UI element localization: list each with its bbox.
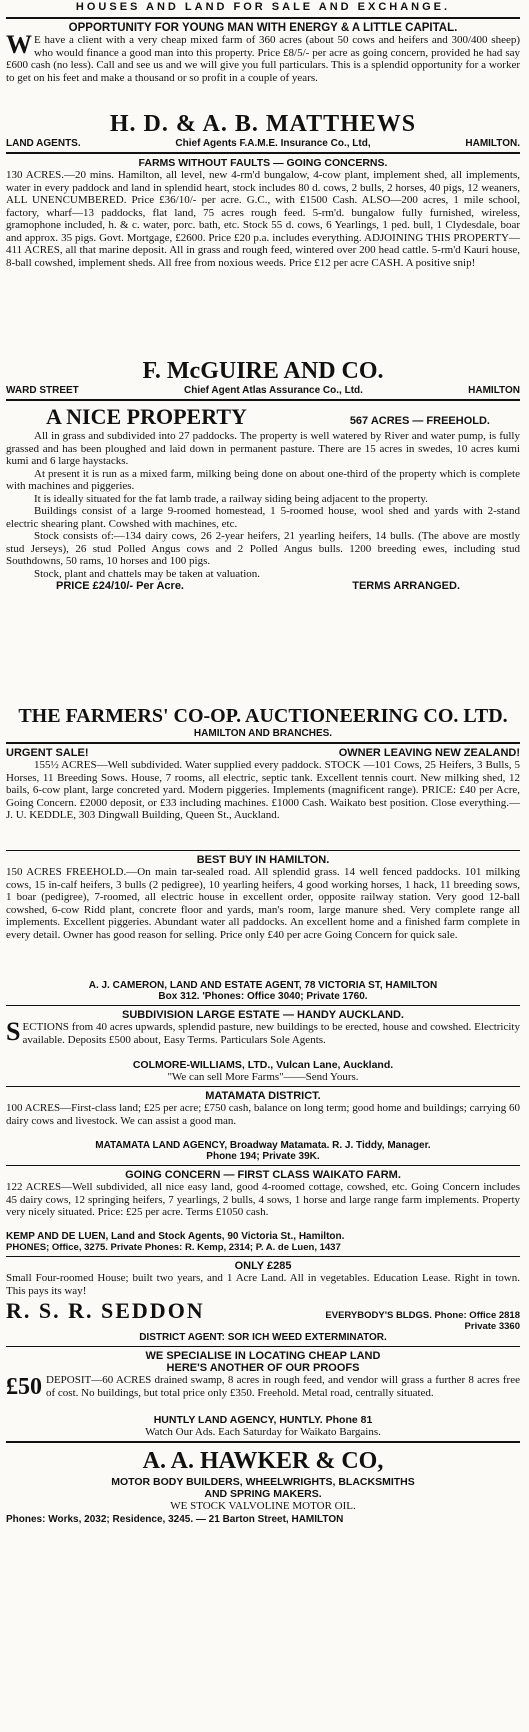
firm-row bbox=[6, 1298, 520, 1332]
ad-body: 155½ ACRES—Well subdivided. Water supplied every paddock. STOCK —101 Cows, 25 Heifers, 3 Bulls, 5 Horses, 11 Breeding Sows. House, 7 rooms, all electric, septic tank. Excellent tennis court. New milking shed, 12 bails, 6-cow plant, large concreted yard. Modern piggeries. Implements (magnificent range). PRICE: £40 per Acre, Going Concern. £2000 deposit, or £33 including machines. £1000 Cash. Waikato best position. Close everything.—J. U. KEDDLE, 303 Dingwall Building, Queen St., Auckland. bbox=[6, 759, 520, 821]
ad-body: 100 ACRES—First-class land; £25 per acre; £750 cash, balance on long term; good home and buildings; carrying 60 dairy cows and livestock. We can assist a good man. bbox=[6, 1102, 520, 1127]
divider bbox=[6, 399, 520, 401]
paragraph: All in grass and subdivided into 27 paddocks. The property is well watered by River and water pump, is fully grassed and has been ploughed and laid down in permanent pasture. There are 15 acres in swedes, 10 acres kumi kumi and 6 large haystacks. bbox=[6, 430, 520, 467]
oil-line: WE STOCK VALVOLINE MOTOR OIL. bbox=[170, 1500, 356, 1512]
firm-address: EVERYBODY'S BLDGS. Phone: Office 2818 Private 3360 bbox=[325, 1310, 520, 1332]
ad-headline: FARMS WITHOUT FAULTS — GOING CONCERNS. bbox=[138, 157, 388, 169]
ad-headline: SUBDIVISION LARGE ESTATE — HANDY AUCKLAND. bbox=[122, 1009, 404, 1021]
firm-name: R. S. R. SEDDON bbox=[6, 1298, 205, 1323]
divider bbox=[6, 1346, 520, 1347]
contact-line: Box 312. 'Phones: Office 3040; Private 1760. bbox=[158, 991, 368, 1002]
big-price: £50 bbox=[6, 1374, 42, 1400]
firm-left: WARD STREET bbox=[6, 385, 79, 396]
terms: TERMS ARRANGED. bbox=[352, 580, 460, 592]
ad-headline: BEST BUY IN HAMILTON. bbox=[196, 854, 330, 866]
ad-headline: MATAMATA DISTRICT. bbox=[205, 1090, 321, 1102]
divider bbox=[6, 850, 520, 851]
ad-mcguire bbox=[6, 157, 520, 396]
ad-huntly bbox=[6, 1350, 520, 1438]
district-agent: DISTRICT AGENT: SOR ICH WEED EXTERMINATOR. bbox=[139, 1332, 387, 1343]
ad-colmore-williams bbox=[6, 1009, 520, 1083]
trade-line: MOTOR BODY BUILDERS, WHEELWRIGHTS, BLACKSMITHS bbox=[111, 1476, 415, 1488]
ad-body: £50 DEPOSIT—60 ACRES drained swamp, 8 acres in rough feed, and vendor will grass a further 8 acres free of cost. No buildings, but total price only £350. Freehold. Metal road, centrally situated. bbox=[6, 1374, 520, 1400]
ad-subheadline: HERE'S ANOTHER OF OUR PROOFS bbox=[166, 1362, 360, 1374]
ad-headline-row bbox=[6, 404, 520, 430]
agent-line: KEMP AND DE LUEN, Land and Stock Agents, 90 Victoria St., Hamilton. bbox=[6, 1231, 345, 1242]
ad-headline-row bbox=[6, 747, 520, 759]
page-header: HOUSES AND LAND FOR SALE AND EXCHANGE. bbox=[75, 1, 451, 13]
paragraph: Stock consists of:—134 dairy cows, 26 2-year heifers, 21 yearling heifers, 14 bulls. (The above are mostly stud Jerseys), 26 stud Polled Angus cows and 2 Polled Angus bulls. 1200 breeding ewes, including stud Southdowns, 50 rams, 10 horses and 100 pigs. bbox=[6, 530, 520, 567]
trade-line: AND SPRING MAKERS. bbox=[204, 1488, 322, 1500]
divider bbox=[6, 742, 520, 744]
paragraph: Stock, plant and chattels may be taken at valuation. bbox=[34, 567, 261, 580]
divider bbox=[6, 1441, 520, 1443]
ad-headline: OPPORTUNITY FOR YOUNG MAN WITH ENERGY & A LITTLE CAPITAL. bbox=[68, 22, 458, 34]
firm-name: H. D. & A. B. MATTHEWS bbox=[109, 111, 417, 137]
phones-line: Phones: Works, 2032; Residence, 3245. — 21 Barton Street, HAMILTON bbox=[6, 1514, 344, 1525]
ad-headline: WE SPECIALISE IN LOCATING CHEAP LAND bbox=[145, 1350, 381, 1362]
price: PRICE £24/10/- Per Acre. bbox=[56, 580, 184, 592]
firm-left: LAND AGENTS. bbox=[6, 138, 81, 149]
ad-body: Small Four-roomed House; built two years, and 1 Acre Land. All in vegetables. Education Lease. Right in town. This pays its way! bbox=[6, 1272, 520, 1297]
paragraph: Buildings consist of a large 9-roomed homestead, 1 5-roomed house, wool shed and yards with 2-stand electric shearing plant. Cowshed with machines, etc. bbox=[6, 505, 520, 530]
ad-body: SECTIONS from 40 acres upwards, splendid pasture, new buildings to be erected, house and cowshed. Electricity available. Deposits £500 about, Easy Terms. Particulars Sole Agents. bbox=[6, 1021, 520, 1046]
ad-headline: ONLY £285 bbox=[234, 1260, 292, 1272]
divider bbox=[6, 152, 520, 154]
slogan: "We can sell More Farms"——Send Yours. bbox=[167, 1071, 359, 1083]
divider bbox=[6, 1005, 520, 1006]
firm-name: A. A. HAWKER & CO, bbox=[142, 1448, 384, 1474]
divider bbox=[6, 1165, 520, 1166]
divider bbox=[6, 1086, 520, 1087]
firm-right: HAMILTON. bbox=[465, 138, 520, 149]
ad-matthews bbox=[6, 22, 520, 149]
drop-cap: W bbox=[6, 34, 32, 59]
divider bbox=[6, 17, 520, 19]
phones-line: PHONES; Office, 3275. Private Phones: R. Kemp, 2314; P. A. de Luen, 1437 bbox=[6, 1242, 341, 1253]
firm-name: COLMORE-WILLIAMS, LTD., Vulcan Lane, Auckland. bbox=[132, 1059, 394, 1071]
ad-body bbox=[6, 430, 520, 704]
firm-middle: Chief Agents F.A.M.E. Insurance Co., Ltd, bbox=[175, 138, 371, 149]
phone-line: Phone 194; Private 39K. bbox=[206, 1151, 320, 1162]
ad-headline-right: OWNER LEAVING NEW ZEALAND! bbox=[338, 747, 520, 759]
divider bbox=[6, 1256, 520, 1257]
firm-line bbox=[6, 138, 520, 149]
firm-name: F. McGUIRE AND CO. bbox=[142, 358, 384, 384]
firm-line bbox=[6, 385, 520, 396]
paragraph: It is ideally situated for the fat lamb trade, a railway siding being adjacent to the property. bbox=[34, 492, 428, 505]
paragraph: At present it is run as a mixed farm, milking being done on about one-third of the property which is complete with machines and piggeries. bbox=[6, 467, 520, 492]
firm-name: HUNTLY LAND AGENCY, HUNTLY. Phone 81 bbox=[153, 1414, 373, 1426]
firm-middle: Chief Agent Atlas Assurance Co., Ltd. bbox=[184, 385, 363, 396]
ad-hawker bbox=[6, 1446, 520, 1525]
firm-sub: HAMILTON AND BRANCHES. bbox=[193, 728, 333, 739]
ad-matamata bbox=[6, 1090, 520, 1162]
ad-headline: A NICE PROPERTY bbox=[46, 404, 247, 429]
ad-kemp-de-luen bbox=[6, 1169, 520, 1253]
price-row bbox=[6, 580, 520, 593]
drop-cap: S bbox=[6, 1021, 21, 1046]
firm-name: MATAMATA LAND AGENCY, Broadway Matamata. R. J. Tiddy, Manager. bbox=[95, 1140, 431, 1151]
ad-body: 130 ACRES.—20 mins. Hamilton, all level, new 4-rm'd bungalow, 4-cow plant, implement shed, all implements, water in every paddock and land in splendid heart, stock includes 80 d. cows, 2 bulls, 2 horses, 40 pigs, 12 weaners, ALL UNENCUMBERED. Price £36/10/- per acre. G.C., with £1500 Cash. ALSO—200 acres, 1 mile school, factory, wharf—13 paddocks, flat land, 75 acres rough feed. 5-rm'd. bungalow fully furnished, wireless, gramophone included, h. & c. water, porc. bath, etc. Stock 55 d. cows, 6 Yearlings, 1 ped. bull, 1 Clydesdale, boar and approx. 35 pigs. Govt. Mortgage, £2600. Price £20 p.a. includes everything. ADJOINING THIS PROPERTY—411 ACRES, all that marine deposit. All in grass and rough feed, wintered over 200 head cattle. 5-rm'd Kauri house, 8-ball cowshed, implement sheds. All free from noxious weeds. Price £12 per acre CASH. A positive snip! bbox=[6, 169, 520, 269]
ad-body: 122 ACRES—Well subdivided, all nice easy land, good 4-roomed cottage, cowshed, etc. Going Concern includes 45 dairy cows, 12 springing heifers, 7 yearlings, 2 bulls, 4 sows, 1 horse and large range farm implements. Property very nicely situated. Price: £25 per acre. Terms £1050 cash. bbox=[6, 1181, 520, 1218]
ad-farmers-coop bbox=[6, 404, 520, 739]
ad-headline-left: URGENT SALE! bbox=[6, 747, 89, 759]
ad-seddon bbox=[6, 1260, 520, 1343]
ad-headline: GOING CONCERN — FIRST CLASS WAIKATO FARM. bbox=[125, 1169, 401, 1181]
ad-keddle bbox=[6, 747, 520, 847]
agent-line: A. J. CAMERON, LAND AND ESTATE AGENT, 78 VICTORIA ST, HAMILTON bbox=[88, 980, 438, 991]
ad-cameron bbox=[6, 854, 520, 1002]
ad-subhead: 567 ACRES — FREEHOLD. bbox=[349, 415, 490, 427]
ad-body: 150 ACRES FREEHOLD.—On main tar-sealed road. All splendid grass. 14 well fenced paddocks. 101 milking cows, 15 in-calf heifers, 3 bulls (2 pedigree), 10 yearling heifers, 4 good working horses, 1 hack, 11 breeding sows, 1 boar (pedigree), 7-roomed, all electric house in excellent order, opposite railway station. Very good 12-ball cowshed, 6-cow Ridd plant, concrete floor and yards, man's room, large manure shed. Very complete range all implements. Excellent piggeries. Abundant water all paddocks. An excellent home and a finished farm complete in every detail. Owner has good reason for selling. Price only £40 per acre Going Concern for quick sale. bbox=[6, 866, 520, 941]
firm-right: HAMILTON bbox=[468, 385, 520, 396]
firm-name: THE FARMERS' CO-OP. AUCTIONEERING CO. LTD. bbox=[18, 705, 508, 727]
note: Watch Our Ads. Each Saturday for Waikato Bargains. bbox=[145, 1426, 381, 1438]
ad-body: W E have a client with a very cheap mixed farm of 360 acres (about 50 cows and heifers and 300/400 sheep) who would finance a good man into this property. Price £8/5/- per acre as going concern, provided he had say £600 cash (no less). Call and see us and we will give you full particulars. This is a splendid opportunity for a worker to get on his feet and make a thousand or so profit in a couple of years. bbox=[6, 34, 520, 84]
